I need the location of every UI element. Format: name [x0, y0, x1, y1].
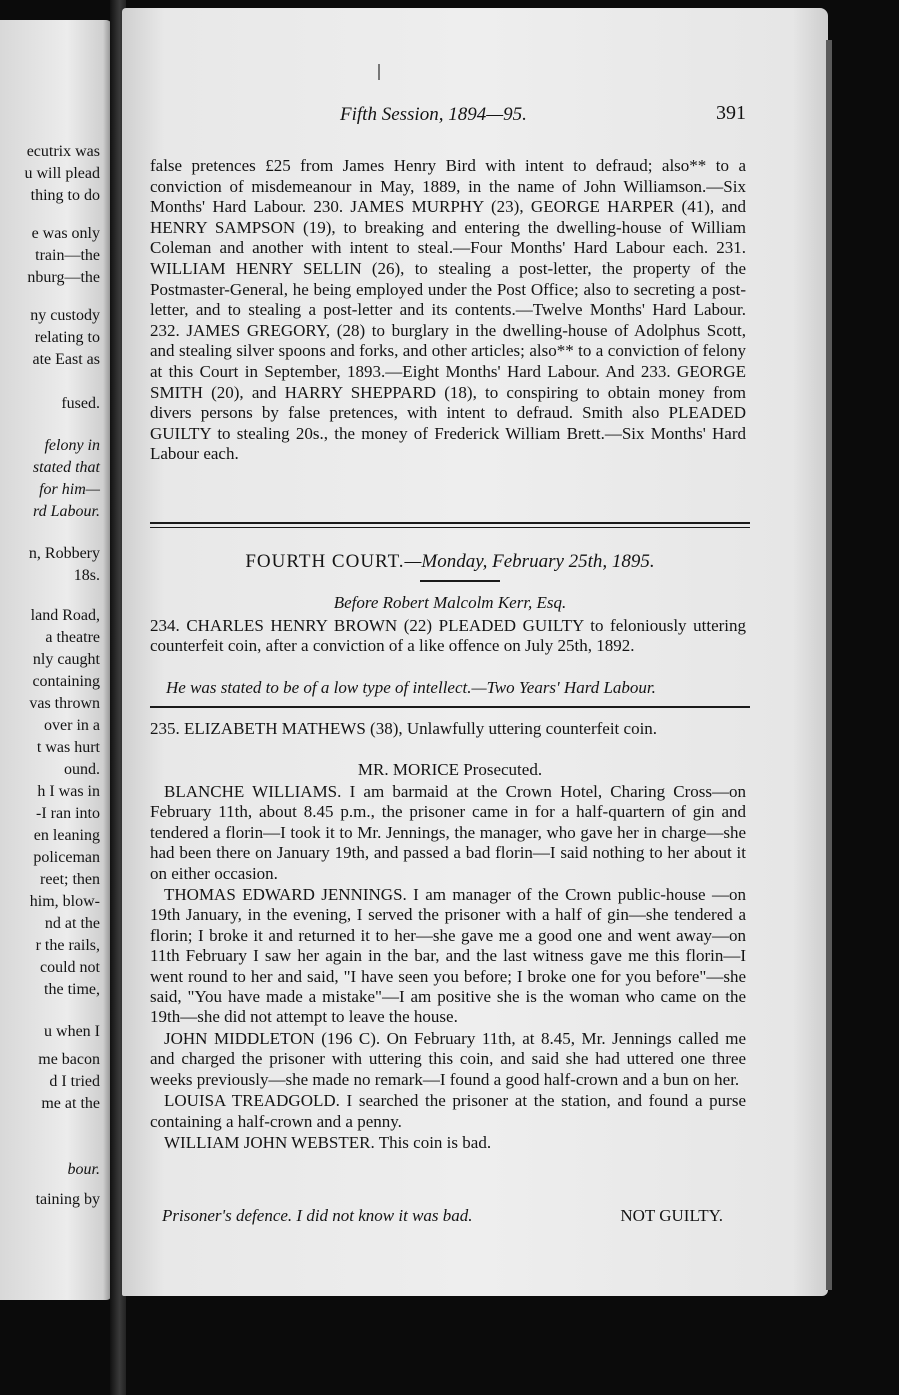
left-page-line: ound. — [64, 761, 100, 778]
top-paragraph-text: false pretences £25 from James Henry Bird with intent to defraud; also** to a conviction of misdemeanour in May, 1889, in the name of John Williamson.—Six Months' Hard Labour. 230. JAMES MURPHY (23), GEORGE HARPER (41), and HENRY SAMPSON (19), to breaking and entering the dwelling-house of William Coleman and another with intent to steal.—Four Months' Hard Labour each. 231. WILLIAM HENRY SELLIN (26), to stealing a post-letter, the property of the Postmaster-General, he being employed under the Post Office; also to secreting a post-letter, and to stealing a post-letter and its contents.—Twelve Months' Hard Labour. 232. JAMES GREGORY, (28) to burglary in the dwelling-house of Adolphus Scott, and stealing silver spoons and forks, and other articles; also** to a conviction of felony at this Court in September, 1893.—Eight Months' Hard Labour. And 233. GEORGE SMITH (20), and HARRY SHEPPARD (18), to conspiring to obtain money from divers persons by false pretences, with intent to defraud. Smith also PLEADED GUILTY to stealing 20s., the money of Frederick William Brett.—Six Months' Hard Labour each. — [150, 156, 746, 464]
verdict: NOT GUILTY. — [620, 1206, 723, 1225]
testimony-paragraph: BLANCHE WILLIAMS. I am barmaid at the Crown Hotel, Charing Cross—on February 11th, about 8.45 p.m., the prisoner came in for a half-quartern of gin and tendered a florin—I took it to Mr. Jennings, the manager, who gave her in charge—she had been there on January 19th, and passed a bad florin—I said nothing to her about it on either occasion. — [150, 782, 746, 883]
left-page-line: nly caught — [32, 651, 100, 668]
section-rule-thin — [150, 527, 750, 528]
court-name: FOURTH COURT. — [245, 551, 405, 572]
left-page-line: bour. — [67, 1161, 100, 1178]
left-page-line: fused. — [61, 395, 100, 412]
left-page-line: t was hurt — [36, 739, 100, 756]
case-235-heading — [150, 719, 746, 739]
court-heading — [150, 551, 750, 573]
left-page-line: en leaning — [33, 827, 100, 844]
left-page-line: vas thrown — [29, 695, 100, 712]
case-234-note: He was stated to be of a low type of intellect.—Two Years' Hard Labour. — [166, 678, 656, 697]
running-header: Fifth Session, 1894—95. — [340, 104, 527, 125]
left-page-line: reet; then — [40, 871, 100, 888]
left-page-line: felony in — [44, 437, 100, 454]
left-page-line: him, blow- — [29, 893, 100, 910]
left-page-line: ecutrix was — [26, 143, 100, 160]
left-page-line: over in a — [44, 717, 100, 734]
left-page-line: d I tried — [49, 1073, 100, 1090]
left-page-line: could not — [40, 959, 100, 976]
left-page-line: ate East as — [32, 351, 100, 368]
testimony-paragraph: THOMAS EDWARD JENNINGS. I am manager of the Crown public-house —on 19th January, in the evening, I served the prisoner with a half of gin—she tendered a florin; I broke it and returned it to her—she gave me a good one and went away—on 11th February I saw her again in the bar, and the last witness gave me this florin—I went round to her and said, "I have seen you before; I broke one for you before"—she said, "You have made a mistake"—I am positive she is the woman who came on the 19th—she did not attempt to leave the house. — [150, 885, 746, 1027]
page-number: 391 — [716, 102, 746, 124]
left-page-line: relating to — [34, 329, 100, 346]
case-234 — [150, 616, 746, 656]
left-page-line: the time, — [44, 981, 100, 998]
left-page-line: u will plead — [24, 165, 100, 182]
left-page-line: policeman — [33, 849, 100, 866]
left-page-line: me bacon — [38, 1051, 100, 1068]
left-page-line: -I ran into — [36, 805, 100, 822]
testimony-paragraph: WILLIAM JOHN WEBSTER. This coin is bad. — [164, 1132, 492, 1152]
top-paragraph — [150, 156, 746, 465]
margin-mark — [378, 64, 380, 80]
case-rule — [150, 706, 750, 708]
page-edge — [826, 40, 832, 1290]
case-234-text: 234. CHARLES HENRY BROWN (22) PLEADED GUILTY to feloniously uttering counterfeit coin, after a conviction of a like offence on July 25th, 1892. — [150, 616, 746, 655]
left-page-line: nd at the — [44, 915, 100, 932]
left-page-line: e was only — [31, 225, 100, 242]
left-page-line: ny custody — [30, 307, 100, 324]
left-page-line: nburg—the — [27, 269, 100, 286]
left-page-line: thing to do — [30, 187, 100, 204]
left-page-line: containing — [32, 673, 100, 690]
prosecution-line: MR. MORICE Prosecuted. — [357, 760, 543, 779]
testimony-paragraph: LOUISA TREADGOLD. I searched the prisoner at the station, and found a purse containing a half-crown and a penny. — [150, 1091, 746, 1131]
judge-line: Before Robert Malcolm Kerr, Esq. — [333, 593, 567, 612]
left-page-line: h I was in — [37, 783, 100, 800]
left-page-line: a theatre — [45, 629, 100, 646]
left-page-line: 18s. — [73, 567, 100, 584]
left-page — [0, 20, 112, 1300]
left-page-line: stated that — [32, 459, 100, 476]
testimony — [150, 782, 746, 1154]
left-page-line: land Road, — [30, 607, 100, 624]
section-rule — [150, 522, 750, 524]
left-page-line: me at the — [41, 1095, 100, 1112]
testimony-paragraph: JOHN MIDDLETON (196 C). On February 11th, at 8.45, Mr. Jennings called me and charged the prisoner with uttering this coin, and said she had uttered one three weeks previously—she made no remark—I found a good half-crown and a bun on her. — [150, 1028, 746, 1089]
left-page-line: u when I — [44, 1023, 100, 1040]
left-page-line: train—the — [35, 247, 100, 264]
left-page-line: for him— — [39, 481, 100, 498]
left-page-line: rd Labour. — [33, 503, 100, 520]
defence-line: Prisoner's defence. I did not know it was bad. — [162, 1206, 473, 1225]
left-page-line: taining by — [35, 1191, 100, 1208]
court-date: —Monday, February 25th, 1895. — [404, 551, 655, 572]
case-235-heading-text: 235. ELIZABETH MATHEWS (38), Unlawfully uttering counterfeit coin. — [150, 719, 658, 738]
left-page-line: r the rails, — [35, 937, 100, 954]
left-page-line: n, Robbery — [28, 545, 100, 562]
heading-rule — [420, 580, 500, 582]
